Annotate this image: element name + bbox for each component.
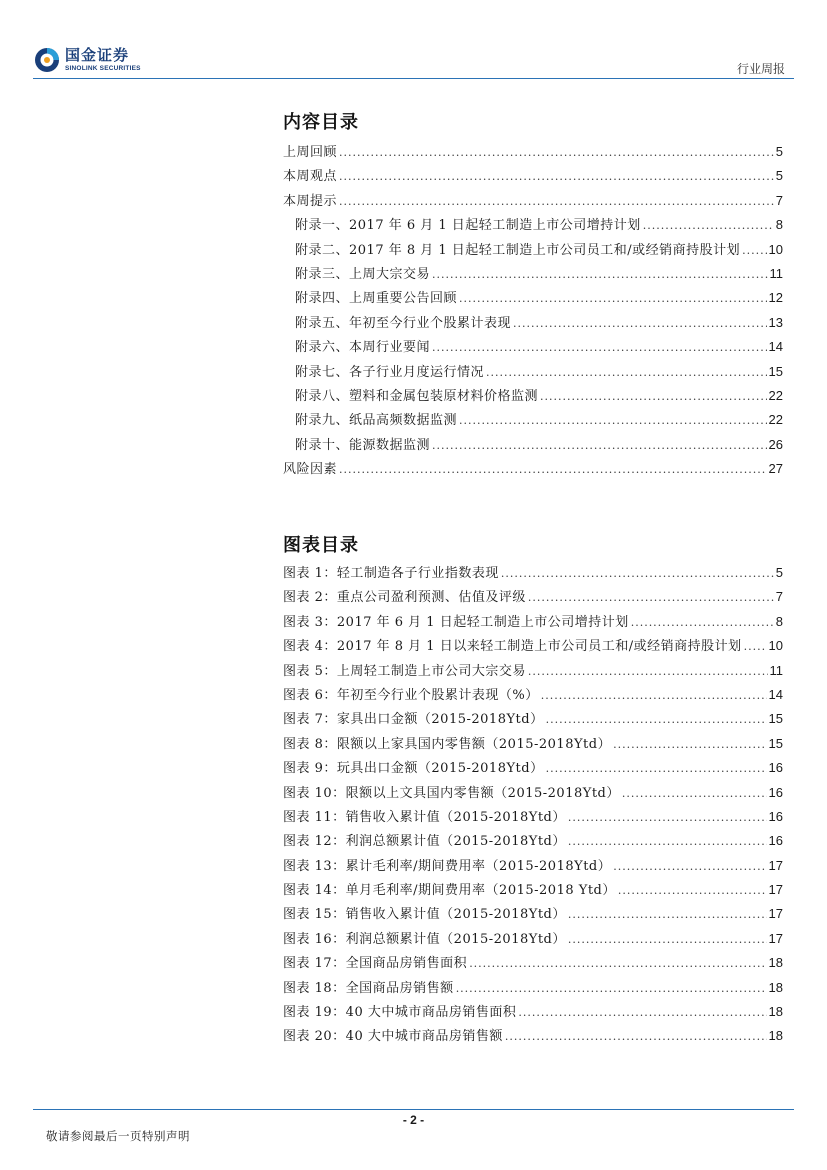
toc-entry-page: 8 bbox=[775, 217, 783, 233]
toc-entry[interactable] bbox=[283, 190, 783, 214]
toc-entry-page: 16 bbox=[768, 760, 783, 776]
toc-entry-label: 图表 9：玩具出口金额（2015-2018Ytd） bbox=[283, 761, 544, 777]
toc-leader-dots bbox=[486, 366, 767, 379]
page-number: - 2 - bbox=[402, 1113, 425, 1127]
toc-entry-page: 13 bbox=[768, 314, 783, 330]
disclaimer: 敬请参阅最后一页特别声明 bbox=[46, 1129, 190, 1143]
toc-entry[interactable] bbox=[283, 1001, 783, 1025]
toc-entry[interactable] bbox=[283, 239, 783, 263]
toc-entry[interactable] bbox=[283, 385, 783, 409]
toc-leader-dots bbox=[622, 787, 767, 800]
toc-entry-page: 18 bbox=[768, 1028, 783, 1044]
toc-entry-page: 22 bbox=[768, 412, 783, 428]
toc-entry-page: 22 bbox=[768, 387, 783, 403]
toc-entry[interactable] bbox=[283, 409, 783, 433]
toc-leader-dots bbox=[528, 591, 774, 604]
contents-list bbox=[283, 141, 783, 482]
toc-entry[interactable] bbox=[283, 928, 783, 952]
toc-entry-label: 图表 18：全国商品房销售额 bbox=[283, 980, 454, 996]
toc-entry-label: 附录六、本周行业要闻 bbox=[295, 340, 431, 356]
toc-entry-label: 图表 10：限额以上文具国内零售额（2015-2018Ytd） bbox=[283, 785, 620, 801]
toc-entry[interactable] bbox=[283, 434, 783, 458]
toc-entry[interactable] bbox=[283, 165, 783, 189]
toc-leader-dots bbox=[528, 665, 768, 678]
figures-list bbox=[283, 562, 783, 1050]
toc-entry[interactable] bbox=[283, 586, 783, 610]
toc-entry-label: 附录四、上周重要公告回顾 bbox=[295, 291, 458, 307]
toc-entry-page: 18 bbox=[768, 979, 783, 995]
toc-leader-dots bbox=[631, 616, 774, 629]
toc-entry-page: 16 bbox=[768, 784, 783, 800]
toc-entry-label: 上周回顾 bbox=[283, 145, 338, 160]
toc-entry-label: 附录七、各子行业月度运行情况 bbox=[295, 364, 485, 380]
toc-entry[interactable] bbox=[283, 830, 783, 854]
toc-entry[interactable] bbox=[283, 684, 783, 708]
toc-leader-dots bbox=[546, 762, 767, 775]
toc-leader-dots bbox=[432, 439, 767, 452]
toc-entry[interactable] bbox=[283, 263, 783, 287]
toc-entry-label: 图表 16：利润总额累计值（2015-2018Ytd） bbox=[283, 931, 566, 947]
toc-leader-dots bbox=[339, 463, 767, 476]
toc-entry-label: 图表 12：利润总额累计值（2015-2018Ytd） bbox=[283, 834, 566, 850]
toc-entry-page: 5 bbox=[775, 144, 783, 159]
toc-leader-dots bbox=[432, 268, 767, 281]
toc-entry-label: 图表 11：销售收入累计值（2015-2018Ytd） bbox=[283, 809, 566, 825]
toc-leader-dots bbox=[546, 713, 767, 726]
toc-entry-label: 附录三、上周大宗交易 bbox=[295, 266, 431, 282]
toc-entry-page: 17 bbox=[768, 882, 783, 898]
toc-leader-dots bbox=[459, 292, 767, 305]
toc-leader-dots bbox=[568, 811, 767, 824]
toc-entry-label: 图表 20：40 大中城市商品房销售额 bbox=[283, 1029, 503, 1045]
toc-entry-page: 10 bbox=[768, 638, 783, 654]
contents-title: 内容目录 bbox=[283, 112, 359, 133]
toc-leader-dots bbox=[459, 414, 767, 427]
toc-entry-page: 15 bbox=[768, 711, 783, 727]
toc-leader-dots bbox=[618, 884, 767, 897]
toc-entry-label: 图表 15：销售收入累计值（2015-2018Ytd） bbox=[283, 907, 566, 923]
toc-leader-dots bbox=[339, 170, 774, 183]
toc-entry-page: 17 bbox=[768, 857, 783, 873]
figures-title: 图表目录 bbox=[283, 535, 359, 556]
toc-entry-page: 14 bbox=[768, 686, 783, 702]
toc-entry-page: 8 bbox=[775, 613, 783, 629]
toc-leader-dots bbox=[613, 860, 766, 873]
toc-entry[interactable] bbox=[283, 562, 783, 586]
toc-entry-page: 5 bbox=[775, 168, 783, 184]
toc-leader-dots bbox=[339, 195, 774, 208]
toc-entry-page: 15 bbox=[768, 735, 783, 751]
toc-entry[interactable] bbox=[283, 312, 783, 336]
toc-entry-label: 图表 4：2017 年 8 月 1 日以来轻工制造上市公司员工和/或经销商持股计划 bbox=[283, 639, 742, 655]
company-logo bbox=[33, 46, 141, 74]
toc-entry-page: 10 bbox=[768, 241, 783, 257]
toc-entry-label: 图表 14：单月毛利率/期间费用率（2015-2018 Ytd） bbox=[283, 883, 616, 899]
toc-entry[interactable] bbox=[283, 660, 783, 684]
toc-leader-dots bbox=[568, 933, 767, 946]
toc-entry[interactable] bbox=[283, 361, 783, 385]
toc-entry[interactable] bbox=[283, 458, 783, 482]
toc-entry-page: 16 bbox=[768, 833, 783, 849]
toc-entry[interactable] bbox=[283, 879, 783, 903]
toc-leader-dots bbox=[339, 146, 774, 159]
toc-entry-label: 本周观点 bbox=[283, 169, 338, 185]
toc-leader-dots bbox=[568, 908, 767, 921]
toc-entry-label: 图表 1：轻工制造各子行业指数表现 bbox=[283, 566, 499, 581]
toc-leader-dots bbox=[505, 1030, 767, 1043]
toc-entry[interactable] bbox=[283, 952, 783, 976]
toc-entry-label: 图表 3：2017 年 6 月 1 日起轻工制造上市公司增持计划 bbox=[283, 614, 629, 630]
toc-entry-page: 18 bbox=[768, 1004, 783, 1020]
toc-entry-page: 16 bbox=[768, 808, 783, 824]
toc-entry-page: 12 bbox=[768, 290, 783, 306]
sinolink-logo-icon bbox=[33, 46, 61, 74]
toc-entry[interactable] bbox=[283, 757, 783, 781]
toc-entry-label: 风险因素 bbox=[283, 462, 338, 478]
toc-leader-dots bbox=[742, 244, 766, 257]
toc-leader-dots bbox=[513, 317, 767, 330]
toc-leader-dots bbox=[518, 1006, 766, 1019]
toc-entry-page: 11 bbox=[769, 662, 783, 678]
toc-entry-label: 图表 17：全国商品房销售面积 bbox=[283, 956, 468, 972]
toc-entry-page: 27 bbox=[768, 461, 783, 477]
logo-chinese-name: 国金证券 bbox=[65, 45, 130, 64]
logo-english-name: SINOLINK SECURITIES bbox=[65, 64, 141, 72]
toc-leader-dots bbox=[540, 390, 767, 403]
toc-entry-page: 7 bbox=[775, 192, 783, 208]
toc-entry-label: 图表 5：上周轻工制造上市公司大宗交易 bbox=[283, 663, 526, 679]
toc-entry[interactable] bbox=[283, 214, 783, 238]
toc-entry-label: 附录二、2017 年 8 月 1 日起轻工制造上市公司员工和/或经销商持股计划 bbox=[295, 242, 741, 258]
toc-leader-dots bbox=[613, 738, 766, 751]
toc-entry-label: 图表 19：40 大中城市商品房销售面积 bbox=[283, 1005, 517, 1021]
toc-entry-page: 11 bbox=[769, 265, 783, 281]
toc-entry[interactable] bbox=[283, 903, 783, 927]
toc-leader-dots bbox=[469, 957, 766, 970]
toc-entry-label: 附录五、年初至今行业个股累计表现 bbox=[295, 315, 512, 331]
toc-entry-label: 附录九、纸品高频数据监测 bbox=[295, 413, 458, 429]
toc-entry-label: 附录十、能源数据监测 bbox=[295, 437, 431, 453]
toc-entry-page: 7 bbox=[775, 589, 783, 605]
toc-entry-label: 图表 13：累计毛利率/期间费用率（2015-2018Ytd） bbox=[283, 858, 612, 874]
toc-leader-dots bbox=[643, 219, 774, 232]
toc-entry[interactable] bbox=[283, 708, 783, 732]
toc-entry-page: 15 bbox=[768, 363, 783, 379]
toc-leader-dots bbox=[541, 689, 767, 702]
toc-entry-label: 图表 7：家具出口金额（2015-2018Ytd） bbox=[283, 712, 544, 728]
toc-entry-page: 17 bbox=[768, 906, 783, 922]
toc-entry-page: 14 bbox=[768, 339, 783, 355]
toc-entry-page: 17 bbox=[768, 930, 783, 946]
toc-entry[interactable] bbox=[283, 336, 783, 360]
toc-leader-dots bbox=[744, 640, 767, 653]
toc-leader-dots bbox=[568, 835, 767, 848]
toc-entry[interactable] bbox=[283, 733, 783, 757]
toc-entry[interactable] bbox=[283, 806, 783, 830]
toc-entry-label: 附录八、塑料和金属包装原材料价格监测 bbox=[295, 388, 539, 404]
toc-leader-dots bbox=[456, 982, 767, 995]
page-header bbox=[0, 0, 827, 82]
toc-entry-label: 图表 6：年初至今行业个股累计表现（%） bbox=[283, 687, 539, 703]
toc-entry-label: 图表 2：重点公司盈利预测、估值及评级 bbox=[283, 590, 526, 606]
toc-entry-page: 5 bbox=[775, 565, 783, 580]
toc-entry-page: 18 bbox=[768, 955, 783, 971]
toc-entry[interactable] bbox=[283, 141, 783, 165]
report-type: 行业周报 bbox=[736, 62, 785, 76]
toc-entry-label: 图表 8：限额以上家具国内零售额（2015-2018Ytd） bbox=[283, 736, 612, 752]
toc-entry-page: 26 bbox=[768, 436, 783, 452]
toc-entry[interactable] bbox=[283, 782, 783, 806]
toc-entry[interactable] bbox=[283, 287, 783, 311]
toc-entry[interactable] bbox=[283, 611, 783, 635]
toc-leader-dots bbox=[501, 567, 774, 580]
toc-entry[interactable] bbox=[283, 977, 783, 1001]
header-divider bbox=[33, 78, 794, 79]
toc-entry-label: 附录一、2017 年 6 月 1 日起轻工制造上市公司增持计划 bbox=[295, 218, 641, 234]
footer-divider bbox=[33, 1109, 794, 1110]
toc-leader-dots bbox=[432, 341, 767, 354]
toc-entry[interactable] bbox=[283, 1025, 783, 1049]
toc-entry[interactable] bbox=[283, 855, 783, 879]
toc-entry[interactable] bbox=[283, 635, 783, 659]
toc-entry-label: 本周提示 bbox=[283, 193, 338, 209]
